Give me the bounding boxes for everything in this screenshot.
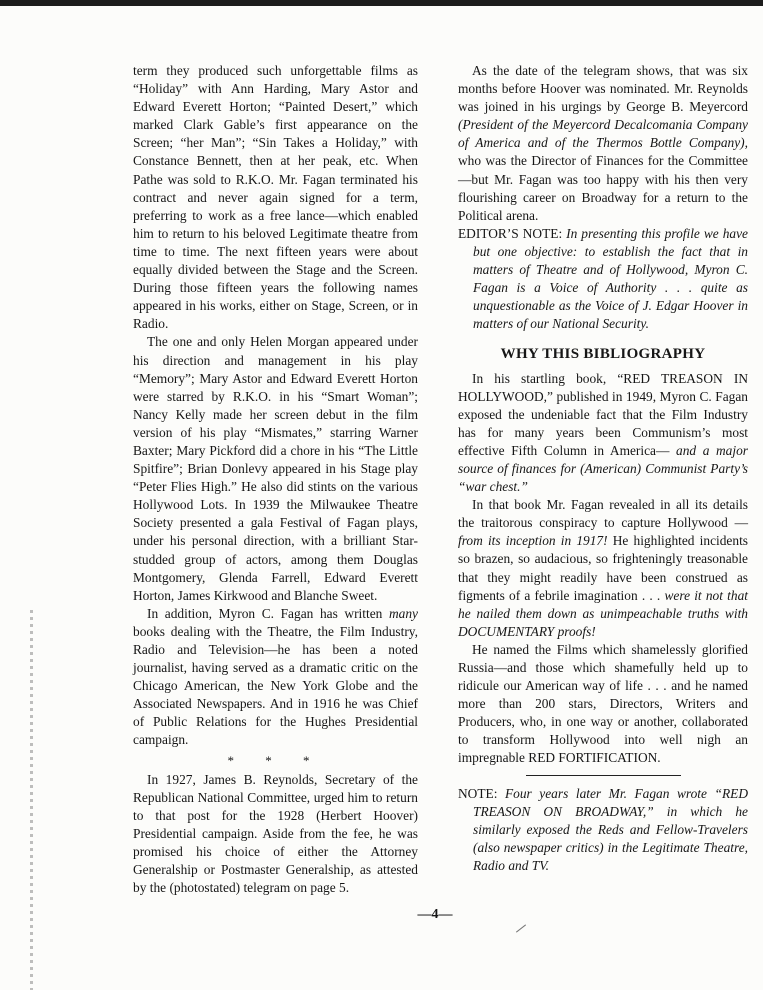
left-paragraph-2: The one and only Helen Morgan appeared under his direction and management in his play “Memory”; Mary Astor and Edward Everett Horton were starred by R.K.O. in his “Smart Woman”; Nancy Kelly made her screen debut in the film version of his play “Mismates,” starring Warner Baxter; Mary Pickford did a chore in his “The Little Spitfire”; Brian Donlevy appeared in his Stage play “Peter Flies High.” He also did stints on the various Hollywood Lots. In 1939 the Milwaukee Theatre Society presented a gala Festival of Fagan plays, under his personal direction, with a brilliant Star-studded group of actors, among them Douglas Montgomery, Glenda Farrell, Edward Everett Horton, James Kirkwood and Blanche Sweet. (133, 334, 418, 603)
footnote (458, 785, 748, 875)
note-divider (526, 775, 681, 777)
right-paragraph-2 (458, 370, 748, 497)
right-paragraph-1-start: As the date of the telegram shows, that was six months before Hoover was nominated. Mr. Reynolds was joined in his urgings by George B. Meyercord (458, 63, 748, 115)
right-paragraph-3 (458, 496, 748, 641)
pencil-mark (516, 924, 526, 932)
right-paragraph-2-emphasis: and a major source of finances for (American) Communist Party’s “war chest.” (458, 442, 748, 495)
editors-note-text: In presenting this profile we have but one objective: to establish the fact that in matters of Theatre and of Hollywood, Myron C. Fagan is a Voice of Authority . . . quite as unquestionable as the Voice of J. Edgar Hoover in matters of our National Security. (473, 225, 748, 332)
top-border-rule (0, 0, 763, 6)
page-number: —4— (417, 907, 453, 922)
left-paragraph-3 (133, 605, 418, 750)
right-paragraph-4: He named the Films which shamelessly glorified Russia—and those which shamefully held up to ridicule our American way of life . . . and he named more than 200 stars, Directors, Writers and Producers, who, in one way or another, collaborated to transform Hollywood into well nigh an impregnable RED FORTIFICATION. (458, 641, 748, 766)
left-paragraph-3-emphasis: many (388, 605, 418, 621)
left-paragraph-1: term they produced such unforgettable films as “Holiday” with Ann Harding, Mary Astor and Edward Everett Horton; “Painted Desert,” which marked Clark Gable’s first appearance on the Screen; “her Man”; “Sin Takes a Holiday,” with Constance Bennett, then at her peak, etc. When Pathe was sold to R.K.O. Mr. Fagan terminated his contract and never again signed for a term, preferring to work as a free lance—which enabled him to return to his beloved Legitimate theatre from time to time. The next fifteen years were about equally divided between the Stage and the Screen. During those fifteen years the following names appeared in his works, either on Stage, Screen, or in Radio. (133, 63, 418, 332)
left-column (133, 62, 418, 897)
right-paragraph-3-emphasis-1: from its inception in 1917! (458, 533, 608, 549)
left-paragraph-3-start: In addition, Myron C. Fagan has written (147, 605, 389, 621)
right-paragraph-3-start: In that book Mr. Fagan revealed in all its details the traitorous conspiracy to capture Hollywood — (458, 497, 748, 531)
footnote-text: Four years later Mr. Fagan wrote “RED TREASON ON BROADWAY,” in which he similarly exposed the Reds and Fellow-Travelers (also newspaper critics) in the Legitimate Theatre, Radio and TV. (473, 786, 748, 874)
scan-binding-edge (30, 610, 33, 990)
section-heading: WHY THIS BIBLIOGRAPHY (500, 346, 706, 363)
editors-note (458, 225, 748, 334)
right-paragraph-3-emphasis-2: were it not that he nailed them down as unimpeachable truths with DOCUMENTARY proofs! (458, 587, 748, 639)
right-paragraph-3-middle: He highlighted incidents so brazen, so audacious, so frighteningly treasonable that they might readily have been construed as figments of a febrile imagination . . . (458, 533, 749, 603)
right-paragraph-1-end: who was the Director of Finances for the Committee—but Mr. Fagan was too happy with his then very flourishing career on Broadway for a return to the Political arena. (458, 153, 748, 223)
right-paragraph-1-emphasis: (President of the Meyercord Decalcomania Company of America and of the Thermos Bottle Company), (458, 117, 748, 151)
left-paragraph-3-end: books dealing with the Theatre, the Film Industry, Radio and Television—he has been a noted journalist, having served as a dramatic critic on the Chicago American, the New York Globe and the Associated Newspapers. And in 1916 he was Chief of Public Relations for the Hughes Presidential campaign. (133, 623, 418, 748)
section-separator: * * * (227, 752, 324, 768)
right-paragraph-1 (458, 62, 748, 225)
right-column (458, 62, 748, 876)
editors-note-label: EDITOR’S NOTE: (458, 225, 563, 241)
right-paragraph-2-start: In his startling book, “RED TREASON IN HOLLYWOOD,” published in 1949, Myron C. Fagan exposed the undeniable fact that the Film Industry has for many years been Communism’s most effective Fifth Column in America— (458, 370, 748, 458)
footnote-label: NOTE: (458, 786, 498, 802)
left-paragraph-4: In 1927, James B. Reynolds, Secretary of the Republican National Committee, urged him to return to that post for the 1928 (Herbert Hoover) Presidential campaign. Aside from the fee, he was promised his choice of either the Attorney Generalship or Postmaster Generalship, as attested by the (photostated) telegram on page 5. (133, 771, 418, 896)
